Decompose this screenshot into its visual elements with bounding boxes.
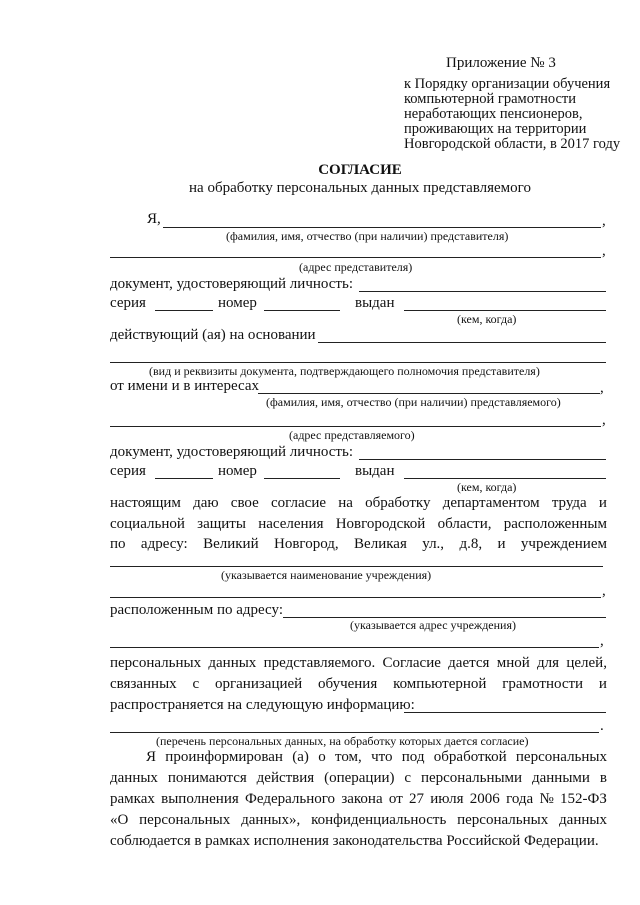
header-line-4: проживающих на территории	[404, 121, 587, 137]
rep-number-line[interactable]	[264, 310, 340, 311]
rep-issued-hint: (кем, когда)	[457, 312, 517, 326]
comma: ,	[602, 213, 606, 229]
document-subtitle: на обработку персональных данных представляемого	[189, 180, 531, 196]
info-line-4: «О персональных данных», конфиденциальность персональных данных	[110, 812, 607, 828]
rep-doc-line[interactable]	[359, 291, 606, 292]
institution-line-2[interactable]	[110, 597, 601, 598]
annex-number: Приложение № 3	[446, 55, 556, 71]
rep-issued-line[interactable]	[404, 310, 606, 311]
purpose-line-3: распространяется на следующую информацию:	[110, 697, 415, 713]
repd-number-line[interactable]	[264, 478, 340, 479]
info-line-2: данных понимаются действия (операции) с персональными данными в	[110, 770, 607, 786]
repd-doc-line[interactable]	[359, 459, 606, 460]
consent-line-3: по адресу: Великий Новгород, Великая ул., д.8, и учреждением	[110, 536, 607, 552]
period: .	[600, 718, 604, 734]
repd-fio-line[interactable]	[258, 393, 600, 394]
behalf-label: от имени и в интересах	[110, 378, 259, 394]
rep-address-hint: (адрес представителя)	[299, 260, 413, 274]
institution-hint: (указывается наименование учреждения)	[221, 568, 432, 582]
rep-fio-line[interactable]	[163, 227, 601, 228]
repd-number-label: номер	[218, 463, 257, 479]
info-line-1: Я проинформирован (а) о том, что под обработкой персональных	[146, 749, 607, 765]
repd-fio-hint: (фамилия, имя, отчество (при наличии) представляемого)	[266, 395, 561, 409]
repd-address-line[interactable]	[110, 426, 601, 427]
rep-series-label: серия	[110, 295, 146, 311]
inst-address-line-2[interactable]	[110, 647, 599, 648]
basis-line-2[interactable]	[110, 362, 606, 363]
info-list-line-1[interactable]	[404, 712, 606, 713]
basis-line-1[interactable]	[318, 342, 606, 343]
repd-address-hint: (адрес представляемого)	[289, 428, 415, 442]
purpose-line-2: связанных с организацией обучения компьютерной грамотности и	[110, 676, 607, 692]
info-list-line-2[interactable]	[110, 732, 599, 733]
consent-line-1: настоящим даю свое согласие на обработку департаментом труда и	[110, 495, 607, 511]
institution-line-1[interactable]	[110, 566, 603, 567]
rep-doc-label: документ, удостоверяющий личность:	[110, 276, 353, 292]
rep-issued-label: выдан	[355, 295, 395, 311]
header-line-3: неработающих пенсионеров,	[404, 106, 583, 122]
repd-issued-label: выдан	[355, 463, 395, 479]
header-line-2: компьютерной грамотности	[404, 91, 576, 107]
header-line-5: Новгородской области, в 2017 году	[404, 136, 621, 152]
info-list-hint: (перечень персональных данных, на обработку которых дается согласие)	[156, 734, 529, 748]
comma: ,	[602, 583, 606, 599]
header-line-1: к Порядку организации обучения	[404, 76, 611, 92]
basis-label: действующий (ая) на основании	[110, 327, 316, 343]
rep-address-line[interactable]	[110, 257, 601, 258]
comma: ,	[602, 412, 606, 428]
rep-number-label: номер	[218, 295, 257, 311]
repd-series-line[interactable]	[155, 478, 213, 479]
comma: ,	[602, 243, 606, 259]
located-label: расположенным по адресу:	[110, 602, 283, 618]
rep-fio-hint: (фамилия, имя, отчество (при наличии) представителя)	[226, 229, 509, 243]
repd-issued-line[interactable]	[404, 478, 606, 479]
inst-address-hint: (указывается адрес учреждения)	[350, 618, 516, 632]
comma: ,	[600, 633, 604, 649]
purpose-line-1: персональных данных представляемого. Согласие дается мной для целей,	[110, 655, 607, 671]
document-title: СОГЛАСИЕ	[318, 162, 402, 178]
consent-line-2: социальной защиты населения Новгородской области, расположенным	[110, 516, 607, 532]
repd-series-label: серия	[110, 463, 146, 479]
info-line-3: рамках выполнения Федерального закона от 27 июля 2006 года № 152-ФЗ	[110, 791, 607, 807]
comma: ,	[600, 380, 604, 396]
i-label: Я,	[147, 211, 161, 227]
info-line-5: соблюдается в рамках исполнения законодательства Российской Федерации.	[110, 833, 599, 849]
rep-series-line[interactable]	[155, 310, 213, 311]
basis-hint: (вид и реквизиты документа, подтверждающего полномочия представителя)	[149, 364, 540, 378]
repd-issued-hint: (кем, когда)	[457, 480, 517, 494]
repd-doc-label: документ, удостоверяющий личность:	[110, 444, 353, 460]
